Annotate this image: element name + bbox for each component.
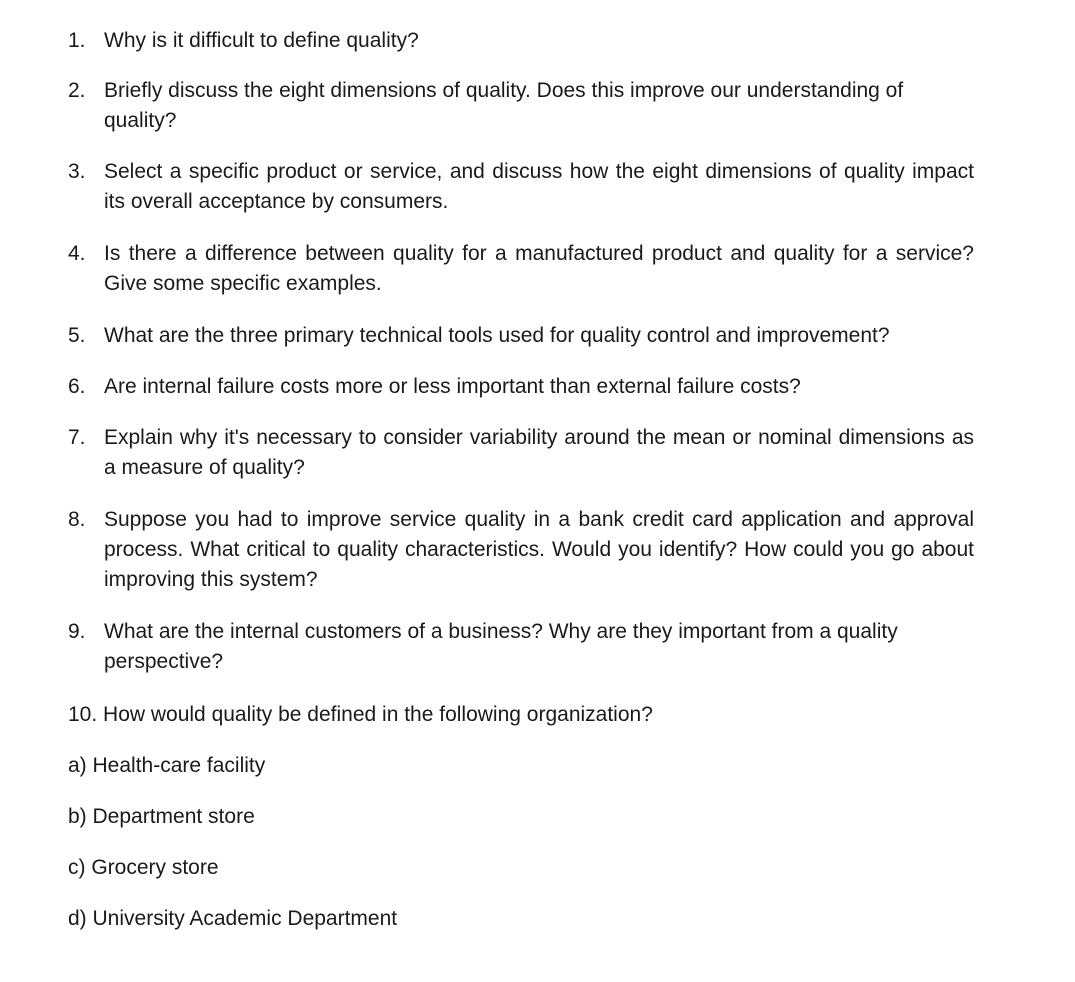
question-6-number: 6. [68, 375, 86, 398]
question-6-text: Are internal failure costs more or less important than external failure costs? [104, 375, 801, 398]
question-2-text: Briefly discuss the eight dimensions of quality. Does this improve our understanding of quality? [104, 79, 904, 132]
question-4-number: 4. [68, 242, 86, 265]
question-2 [68, 76, 974, 136]
question-8-text: Suppose you had to improve service quality in a bank credit card application and approval process. What critical to quality characteristics. Would you identify? How could you go about improving this system? [104, 508, 974, 591]
question-1-number: 1. [68, 29, 86, 52]
question-5-number: 5. [68, 324, 86, 347]
question-4-text: Is there a difference between quality for a manufactured product and quality for a service? Give some specific examples. [104, 242, 974, 295]
question-10-text: 10. How would quality be defined in the following organization? [68, 703, 653, 726]
question-5 [68, 321, 974, 351]
question-3 [68, 157, 974, 217]
question-6 [68, 372, 974, 402]
question-9-text: What are the internal customers of a business? Why are they important from a quality perspective? [104, 620, 898, 673]
question-4 [68, 239, 974, 299]
sub-item-d: d) University Academic Department [68, 907, 398, 930]
question-1-text: Why is it difficult to define quality? [104, 29, 419, 52]
question-9 [68, 617, 974, 677]
question-5-text: What are the three primary technical tools used for quality control and improvement? [104, 324, 890, 347]
question-7-number: 7. [68, 426, 86, 449]
sub-item-b: b) Department store [68, 805, 255, 828]
question-3-number: 3. [68, 160, 86, 183]
sub-item-c: c) Grocery store [68, 856, 219, 879]
question-7-text: Explain why it's necessary to consider variability around the mean or nominal dimensions as a measure of quality? [104, 426, 974, 479]
sub-item-a: a) Health-care facility [68, 754, 266, 777]
question-8-number: 8. [68, 508, 86, 531]
question-7 [68, 423, 974, 483]
question-3-text: Select a specific product or service, and discuss how the eight dimensions of quality impact its overall acceptance by consumers. [104, 160, 974, 213]
question-8 [68, 505, 974, 595]
question-2-number: 2. [68, 79, 86, 102]
question-1 [68, 26, 974, 56]
question-9-number: 9. [68, 620, 86, 643]
